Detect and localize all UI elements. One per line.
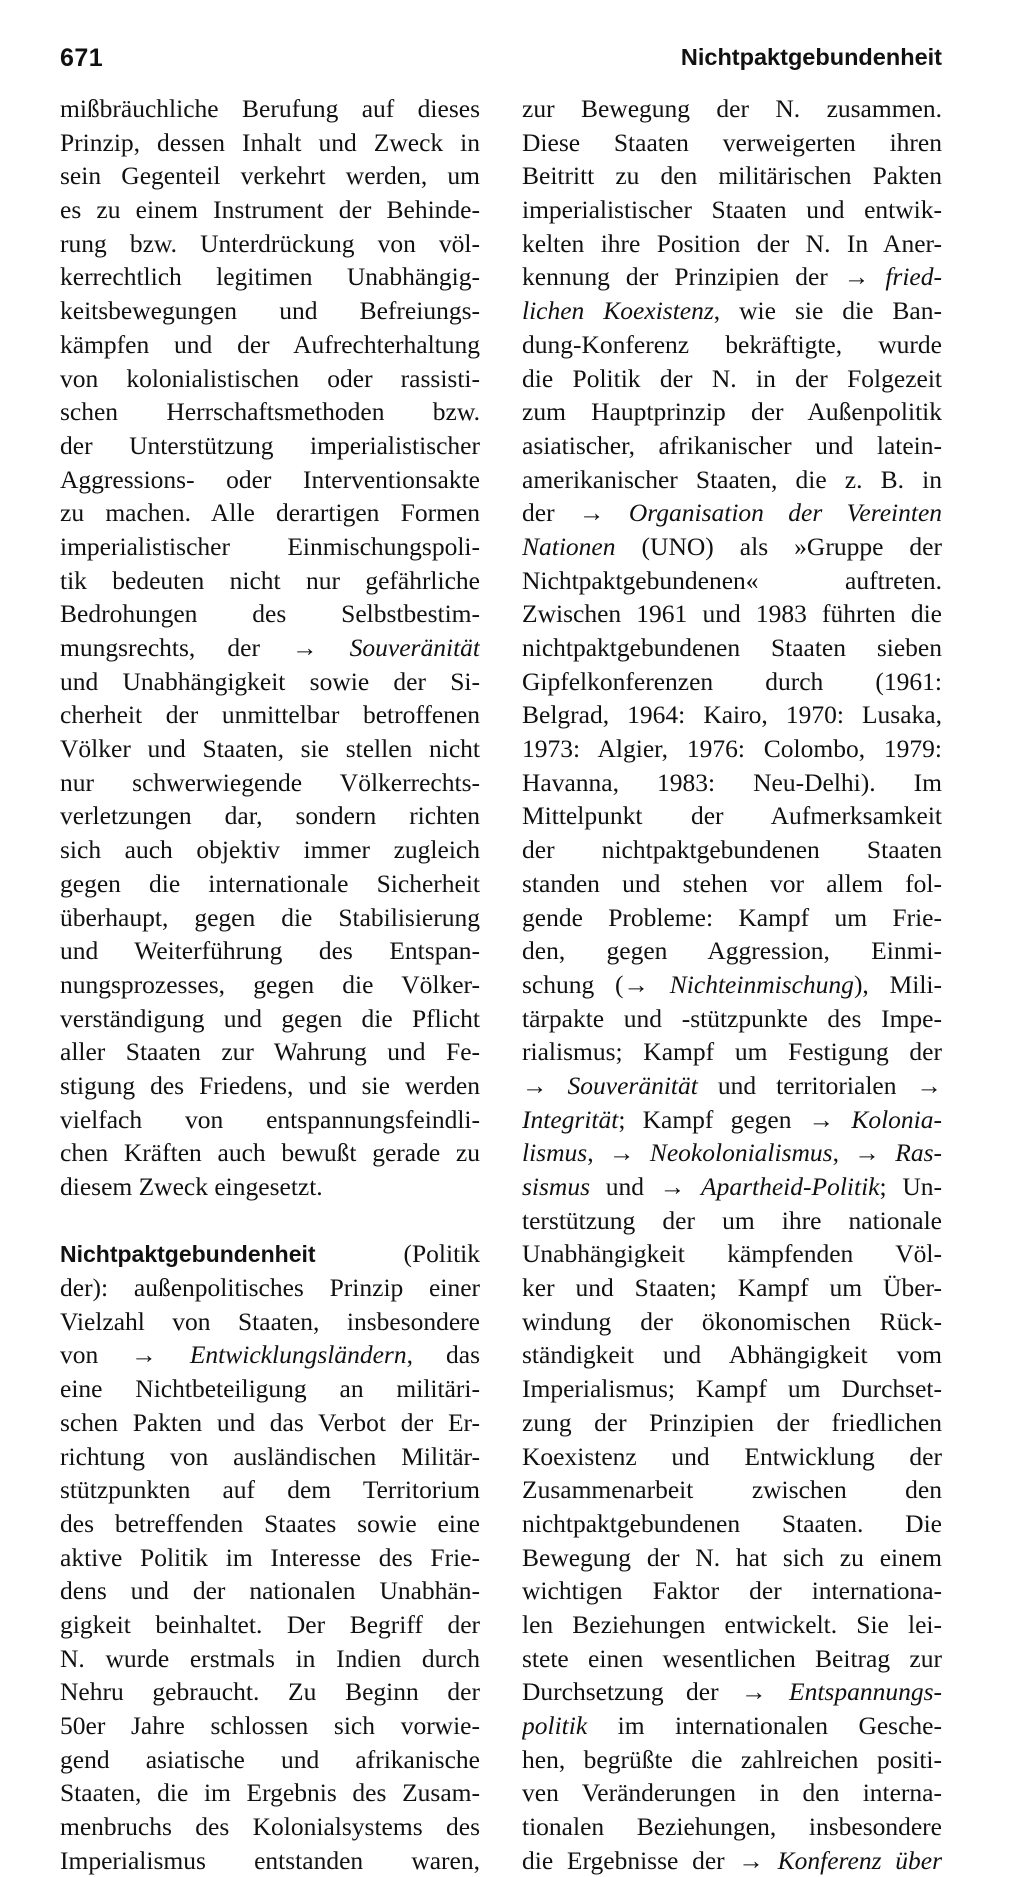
- text-run: diesem Zweck eingesetzt.: [60, 1172, 323, 1201]
- text-line: [522, 665, 942, 699]
- text-line: [522, 328, 942, 362]
- cross-reference-arrow-icon: →: [916, 1070, 942, 1100]
- text-line: [60, 395, 480, 429]
- text-run: kerrechtlich legitimen Unabhängig-: [60, 262, 480, 292]
- text-line: [522, 1743, 942, 1777]
- text-line: [60, 1574, 480, 1608]
- text-run: ,: [587, 1138, 609, 1168]
- text-run: nichtpaktgebundenen Staaten. Die: [522, 1508, 942, 1538]
- text-line: [60, 463, 480, 497]
- text-run: ; Kampf gegen: [618, 1104, 809, 1134]
- cross-reference[interactable]: Nationen: [522, 531, 616, 561]
- text-run: zur Bewegung der N. zusammen.: [522, 94, 942, 123]
- cross-reference[interactable]: Entspannungs-: [789, 1677, 942, 1707]
- text-run: terstützung der um ihre nationale: [522, 1205, 942, 1235]
- text-run: richtung von ausländischen Militär-: [60, 1441, 480, 1471]
- text-run: Staaten, die im Ergebnis des Zusam-: [60, 1778, 480, 1808]
- text-run: mungsrechts, der: [60, 633, 293, 662]
- text-run: kelten ihre Position der N. In Aner-: [522, 228, 942, 258]
- text-line: [60, 1608, 480, 1642]
- text-column-right: [522, 92, 942, 1877]
- text-run: cherheit der unmittelbar betroffenen: [60, 700, 480, 730]
- text-line: [60, 496, 480, 530]
- cross-reference-arrow-icon: →: [578, 498, 629, 528]
- text-line: [60, 799, 480, 833]
- text-run: vielfach von entspannungsfeindli-: [60, 1104, 480, 1134]
- text-line: [60, 429, 480, 463]
- text-run: aktive Politik im Interesse des Frie-: [60, 1542, 480, 1572]
- text-line: [60, 1372, 480, 1406]
- text-run: stützpunkten auf dem Territorium: [60, 1475, 480, 1505]
- text-line: [60, 1136, 480, 1170]
- text-run: schen Herrschaftsmethoden bzw.: [60, 397, 480, 427]
- text-line: [522, 260, 942, 294]
- text-run: kennung der Prinzipien der: [522, 262, 844, 292]
- text-line: [522, 395, 942, 429]
- text-line: [60, 1271, 480, 1305]
- text-run: die Politik der N. in der Folgezeit: [522, 363, 942, 393]
- text-run: ven Veränderungen in den interna-: [522, 1778, 942, 1808]
- text-run: keitsbewegungen und Befreiungs-: [60, 296, 480, 326]
- text-run: N. wurde erstmals in Indien durch: [60, 1643, 480, 1673]
- paragraph-gap: [60, 1204, 480, 1238]
- text-run: der): außenpolitisches Prinzip einer: [60, 1273, 480, 1303]
- text-run: ker und Staaten; Kampf um Über-: [522, 1273, 942, 1303]
- text-line: [60, 597, 480, 631]
- text-line: [522, 1642, 942, 1676]
- page-header: [60, 44, 942, 84]
- text-line: [522, 1103, 942, 1137]
- text-run: der: [522, 498, 579, 528]
- text-line: [522, 1709, 942, 1743]
- cross-reference[interactable]: Entwicklungsländern: [189, 1340, 407, 1370]
- text-run: ; Un-: [879, 1172, 942, 1201]
- text-run: der Unterstützung imperialistischer: [60, 430, 480, 460]
- text-run: chen Kräften auch bewußt gerade zu: [60, 1138, 480, 1168]
- text-run: Durchsetzung der: [522, 1677, 742, 1707]
- text-run: , das: [406, 1340, 480, 1370]
- text-run: Havanna, 1983: Neu-Delhi). Im: [522, 767, 942, 797]
- text-line: [522, 1271, 942, 1305]
- text-run: Belgrad, 1964: Kairo, 1970: Lusaka,: [522, 700, 942, 730]
- text-line: [522, 1574, 942, 1608]
- text-line: [522, 597, 942, 631]
- text-run: sein Gegenteil verkehrt werden, um: [60, 161, 480, 191]
- text-run: von: [60, 1340, 132, 1370]
- cross-reference[interactable]: politik: [522, 1711, 588, 1740]
- cross-reference-arrow-icon: →: [659, 1172, 702, 1201]
- text-line: [522, 1170, 942, 1204]
- text-run: kämpfen und der Aufrechterhaltung: [60, 329, 480, 359]
- text-run: , wie sie die Ban-: [713, 296, 942, 326]
- cross-reference[interactable]: sismus: [522, 1172, 591, 1201]
- text-line: [522, 463, 942, 497]
- text-line: [522, 1473, 942, 1507]
- text-line: [60, 328, 480, 362]
- text-run: und Unabhängigkeit sowie der Si-: [60, 666, 480, 696]
- text-run: len Beziehungen entwickelt. Sie lei-: [522, 1609, 942, 1639]
- cross-reference[interactable]: Souveränität: [567, 1070, 698, 1100]
- text-run: und Weiterführung des Entspan-: [60, 936, 480, 966]
- cross-reference[interactable]: Apartheid-Politik: [701, 1172, 880, 1201]
- text-run: nur schwerwiegende Völkerrechts-: [60, 767, 480, 797]
- text-run: Nehru gebraucht. Zu Beginn der: [60, 1677, 480, 1707]
- text-line: [60, 530, 480, 564]
- text-line: [522, 1002, 942, 1036]
- text-run: es zu einem Instrument der Behinde-: [60, 195, 480, 225]
- text-line: [60, 1440, 480, 1474]
- cross-reference[interactable]: Kolonia-: [851, 1104, 942, 1134]
- cross-reference-arrow-icon: →: [741, 1677, 789, 1707]
- text-run: Diese Staaten verweigerten ihren: [522, 127, 942, 157]
- text-run: standen und stehen vor allem fol-: [522, 868, 942, 898]
- cross-reference[interactable]: lismus: [522, 1138, 588, 1168]
- text-line: [522, 159, 942, 193]
- cross-reference[interactable]: fried-: [885, 262, 942, 292]
- cross-reference[interactable]: Integrität: [522, 1104, 619, 1134]
- text-run: tärpakte und -stützpunkte des Impe-: [522, 1003, 942, 1033]
- text-run: dens und der nationalen Unabhän-: [60, 1576, 480, 1606]
- cross-reference-arrow-icon: →: [131, 1340, 190, 1370]
- text-line: [522, 799, 942, 833]
- text-line: [60, 564, 480, 598]
- text-run: Imperialismus entstanden waren,: [60, 1845, 480, 1875]
- cross-reference-arrow-icon: →: [808, 1104, 852, 1134]
- text-run: Aggressions- oder Interventionsakte: [60, 464, 480, 494]
- cross-reference-arrow-icon: →: [292, 633, 350, 662]
- text-line: [522, 833, 942, 867]
- cross-reference[interactable]: Organisation der Vereinten: [628, 498, 942, 528]
- text-run: verständigung und gegen die Pflicht: [60, 1003, 480, 1033]
- text-line: [60, 159, 480, 193]
- text-run: rung bzw. Unterdrückung von völ-: [60, 228, 480, 258]
- text-run: asiatischer, afrikanischer und latein-: [522, 430, 942, 460]
- text-line: [522, 1406, 942, 1440]
- text-run: Koexistenz und Entwicklung der: [522, 1441, 942, 1471]
- text-line: [60, 934, 480, 968]
- text-run: der nichtpaktgebundenen Staaten: [522, 835, 942, 865]
- text-line: [60, 126, 480, 160]
- text-line: [60, 631, 480, 665]
- text-line: [60, 1473, 480, 1507]
- text-run: und: [590, 1172, 660, 1201]
- text-line: [522, 362, 942, 396]
- text-run: ständigkeit und Abhängigkeit vom: [522, 1340, 942, 1370]
- text-line: [60, 193, 480, 227]
- page-number: 671: [60, 44, 104, 72]
- text-line: [522, 1608, 942, 1642]
- text-line: [522, 564, 942, 598]
- text-run: stigung des Friedens, und sie werden: [60, 1070, 480, 1100]
- text-line: [60, 1103, 480, 1137]
- text-run: amerikanischer Staaten, die z. B. in: [522, 464, 942, 494]
- text-line: [522, 1541, 942, 1575]
- text-line: [522, 1776, 942, 1810]
- text-run: Zusammenarbeit zwischen den: [522, 1475, 942, 1505]
- text-run: verletzungen dar, sondern richten: [60, 801, 480, 831]
- text-run: nichtpaktgebundenen Staaten sieben: [522, 633, 942, 662]
- cross-reference-arrow-icon: →: [738, 1845, 778, 1875]
- cross-reference-arrow-icon: →: [623, 969, 670, 999]
- text-run: Vielzahl von Staaten, insbesondere: [60, 1306, 480, 1336]
- text-line: [60, 1002, 480, 1036]
- text-run: Beitritt zu den militärischen Pakten: [522, 161, 942, 191]
- text-line: [522, 193, 942, 227]
- text-run: sich auch objektiv immer zugleich: [60, 835, 480, 865]
- text-run: Bewegung der N. hat sich zu einem: [522, 1542, 942, 1572]
- text-run: den, gegen Aggression, Einmi-: [522, 936, 942, 966]
- text-line: [60, 1709, 480, 1743]
- text-run: die Ergebnisse der: [522, 1845, 739, 1875]
- text-line: [522, 766, 942, 800]
- text-line: [60, 833, 480, 867]
- text-line: [60, 1305, 480, 1339]
- text-line: [522, 1204, 942, 1238]
- cross-reference-arrow-icon: →: [843, 262, 886, 292]
- text-line: [522, 1237, 942, 1271]
- text-run: Prinzip, dessen Inhalt und Zweck in: [60, 127, 480, 157]
- text-run: zung der Prinzipien der friedlichen: [522, 1407, 942, 1437]
- text-line: [522, 1844, 942, 1877]
- text-line: [60, 901, 480, 935]
- text-line: [60, 362, 480, 396]
- text-line: [60, 1844, 480, 1877]
- text-line: [60, 1541, 480, 1575]
- text-line: [60, 665, 480, 699]
- text-line: [60, 732, 480, 766]
- text-line: [60, 92, 480, 126]
- cross-reference[interactable]: Souveränität: [349, 633, 480, 662]
- cross-reference[interactable]: Neokolonialismus: [649, 1138, 833, 1168]
- text-line: [522, 867, 942, 901]
- text-line: [60, 766, 480, 800]
- text-run: des betreffenden Staates sowie eine: [60, 1508, 480, 1538]
- text-run: mißbräuchliche Berufung auf dieses: [60, 94, 480, 123]
- text-line: [60, 867, 480, 901]
- text-line: [522, 1507, 942, 1541]
- text-line: [60, 227, 480, 261]
- text-line: [60, 1743, 480, 1777]
- text-run: im internationalen Gesche-: [587, 1711, 942, 1740]
- text-run: von kolonialistischen oder rassisti-: [60, 363, 480, 393]
- text-line: [522, 92, 942, 126]
- text-line: [60, 1810, 480, 1844]
- text-line: [522, 1069, 942, 1103]
- text-line: [522, 1136, 942, 1170]
- text-run: imperialistischer Staaten und entwik-: [522, 195, 942, 225]
- text-line: [60, 1035, 480, 1069]
- text-run: überhaupt, gegen die Stabilisierung: [60, 902, 480, 932]
- cross-reference-arrow-icon: →: [522, 1070, 568, 1100]
- text-line: [522, 1035, 942, 1069]
- cross-reference[interactable]: Nichteinmischung: [669, 969, 854, 999]
- text-run: Nichtpaktgebundenen« auftreten.: [522, 565, 942, 595]
- text-run: schen Pakten und das Verbot der Er-: [60, 1407, 480, 1437]
- text-line: [60, 968, 480, 1002]
- text-run: schung (: [522, 969, 624, 999]
- text-line: [522, 1338, 942, 1372]
- text-line: [522, 732, 942, 766]
- text-line: [522, 901, 942, 935]
- text-run: (Politik: [315, 1239, 480, 1269]
- text-run: Zwischen 1961 und 1983 führten die: [522, 599, 942, 629]
- text-line: [60, 1338, 480, 1372]
- text-line: [522, 968, 942, 1002]
- text-line: [60, 1406, 480, 1440]
- text-line: [60, 698, 480, 732]
- text-run: 1973: Algier, 1976: Colombo, 1979:: [522, 734, 942, 764]
- text-line: [522, 530, 942, 564]
- text-run: rialismus; Kampf um Festigung der: [522, 1037, 942, 1067]
- text-run: stete einen wesentlichen Beitrag zur: [522, 1643, 942, 1673]
- text-line: [522, 631, 942, 665]
- text-run: 50er Jahre schlossen sich vorwie-: [60, 1711, 480, 1740]
- text-line: [60, 1170, 480, 1204]
- cross-reference[interactable]: Konferenz über: [777, 1845, 942, 1875]
- text-line: [60, 1776, 480, 1810]
- text-line: [60, 260, 480, 294]
- text-run: windung der ökonomischen Rück-: [522, 1306, 942, 1336]
- text-line: [522, 126, 942, 160]
- text-run: aller Staaten zur Wahrung und Fe-: [60, 1037, 480, 1067]
- text-run: gend asiatische und afrikanische: [60, 1744, 480, 1774]
- text-run: imperialistischer Einmischungspoli-: [60, 531, 480, 561]
- text-run: tik bedeuten nicht nur gefährliche: [60, 565, 480, 595]
- text-run: wichtigen Faktor der internationa-: [522, 1576, 942, 1606]
- text-run: hen, begrüßte die zahlreichen positi-: [522, 1744, 942, 1774]
- text-run: gegen die internationale Sicherheit: [60, 868, 480, 898]
- text-run: (UNO) als »Gruppe der: [615, 531, 942, 561]
- text-line: [60, 1237, 480, 1271]
- text-run: eine Nichtbeteiligung an militäri-: [60, 1374, 480, 1404]
- text-line: [522, 1305, 942, 1339]
- running-head: Nichtpaktgebundenheit: [680, 44, 942, 70]
- text-line: [522, 227, 942, 261]
- cross-reference[interactable]: lichen Koexistenz: [522, 296, 714, 326]
- text-run: Imperialismus; Kampf um Durchset-: [522, 1374, 942, 1404]
- cross-reference-arrow-icon: →: [854, 1138, 896, 1168]
- text-run: gigkeit beinhaltet. Der Begriff der: [60, 1609, 480, 1639]
- text-run: menbruchs des Kolonialsystems des: [60, 1812, 480, 1842]
- text-line: [522, 1440, 942, 1474]
- text-run: dung-Konferenz bekräftigte, wurde: [522, 329, 942, 359]
- entry-headword: Nichtpaktgebundenheit: [60, 1241, 316, 1268]
- text-run: Gipfelkonferenzen durch (1961:: [522, 666, 942, 696]
- text-run: Bedrohungen des Selbstbestim-: [60, 599, 480, 629]
- text-line: [522, 1810, 942, 1844]
- text-run: tionalen Beziehungen, insbesondere: [522, 1812, 942, 1842]
- text-line: [60, 1507, 480, 1541]
- text-run: ,: [832, 1138, 855, 1168]
- text-run: zu machen. Alle derartigen Formen: [60, 498, 480, 528]
- text-line: [60, 1642, 480, 1676]
- text-run: Völker und Staaten, sie stellen nicht: [60, 734, 480, 764]
- cross-reference[interactable]: Ras-: [895, 1138, 942, 1168]
- text-run: zum Hauptprinzip der Außenpolitik: [522, 397, 942, 427]
- text-line: [60, 1069, 480, 1103]
- text-line: [522, 294, 942, 328]
- text-run: gende Probleme: Kampf um Frie-: [522, 902, 942, 932]
- cross-reference-arrow-icon: →: [608, 1138, 650, 1168]
- text-line: [522, 698, 942, 732]
- text-run: nungsprozesses, gegen die Völker-: [60, 969, 480, 999]
- text-line: [522, 496, 942, 530]
- text-line: [522, 1372, 942, 1406]
- text-line: [522, 429, 942, 463]
- text-run: ), Mili-: [853, 969, 942, 999]
- text-run: und territorialen: [697, 1070, 917, 1100]
- text-run: Mittelpunkt der Aufmerksamkeit: [522, 801, 942, 831]
- text-line: [522, 934, 942, 968]
- text-column-left: [60, 92, 480, 1877]
- text-run: Unabhängigkeit kämpfenden Völ-: [522, 1239, 942, 1269]
- text-line: [60, 294, 480, 328]
